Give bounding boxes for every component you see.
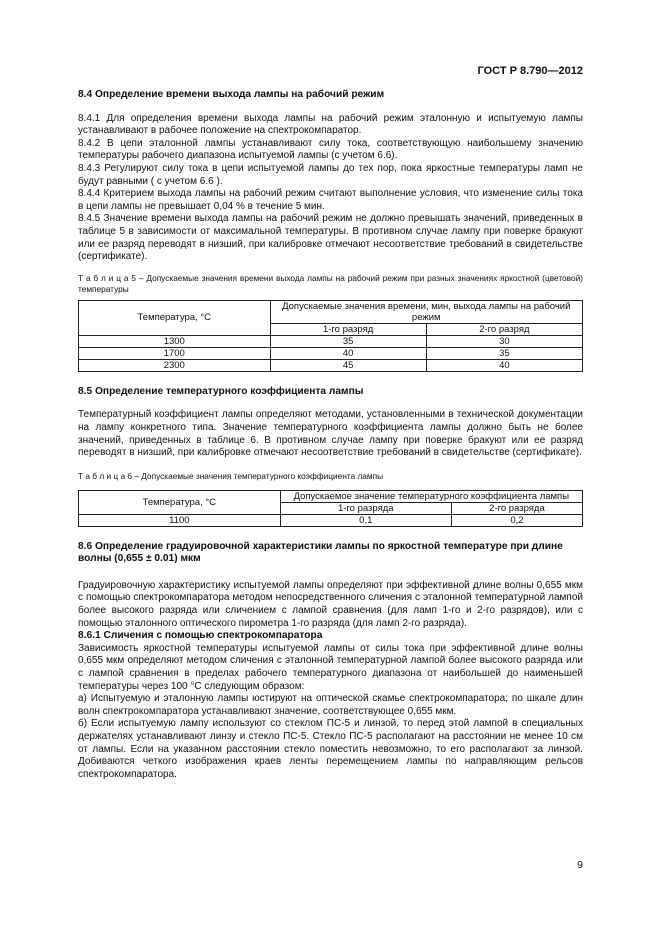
header-class-1: 1-го разряда [280,502,451,514]
cell-value: 35 [426,347,582,359]
paragraph: Градуировочную характеристику испытуемой лампы определяют при эффективной длине волны 0,655 мкм с помощью спектрокомпаратора методом непосредственного сличения с эталонной температурной лампой более высокого разряда или сличением с лампой сравнения (для ламп 1-го и 2-го разрядов), или с помощью эталонного оптического пирометра 1-го разряда (для ламп 2-го разряда). [78,579,583,629]
table-6 [78,490,583,527]
page-number: 9 [577,859,583,871]
cell-value: 30 [426,335,582,347]
cell-value: 35 [270,335,426,347]
cell-value: 45 [270,359,426,371]
cell-temperature: 1100 [79,514,281,526]
paragraph: а) Испытуемую и эталонную лампы юстируют на оптической скамье спектрокомпаратора; по шкале длин волн спектрокомпаратора устанавливают значение, соответствующее 0,655 мкм. [78,693,583,717]
table-row [79,359,583,371]
section-8-5-title: 8.5 Определение температурного коэффициента лампы [78,385,364,397]
cell-temperature: 2300 [79,359,271,371]
paragraph: 8.4.4 Критерием выхода лампы на рабочий режим считают выполнение условия, что изменение силы тока в цепи лампы не превышает 0,04 % в течение 5 мин. [78,188,583,212]
header-class-2: 2-го разряд [426,323,582,335]
paragraph: 8.4.2 В цепи эталонной лампы устанавливают силу тока, соответствующую наибольшему значению температуры рабочего диапазона испытуемой лампы (с учетом 6.6). [78,137,583,162]
cell-temperature: 1300 [79,335,271,347]
table-row [79,335,583,347]
page-content [78,89,583,781]
header-group: Допускаемое значение температурного коэффициента лампы [280,490,582,502]
document-code: ГОСТ Р 8.790—2012 [477,65,583,77]
header-class-2: 2-го разряда [451,502,582,514]
paragraph: 8.4.3 Регулируют силу тока в цепи испытуемой лампы до тех пор, пока яркостные температуры ламп не будут равными ( с учетом 6.6 ). [78,162,583,187]
cell-value: 0,1 [280,514,451,526]
header-group: Допускаемые значения времени, мин, выхода лампы на рабочий режим [270,300,582,323]
table-6-caption: Т а б л и ц а 6 – Допускаемые значения температурного коэффициента лампы [78,470,384,481]
paragraph: 8.4.5 Значение времени выхода лампы на рабочий режим не должно превышать значений, приведенных в таблице 5 в зависимости от максимальной температуры. В противном случае лампу при поверке бракуют или ее разряд переводят в низший, при калибровке отмечают несоответствие требований в свидетельстве (сертификате). [78,213,583,263]
paragraph: 8.4.1 Для определения времени выхода лампы на рабочий режим эталонную и испытуемую лампы устанавливают в рабочее положение на спектрокомпаратор. [78,112,583,137]
section-8-6-1-title: 8.6.1 Сличения с помощью спектрокомпаратора [78,630,323,642]
cell-temperature: 1700 [79,347,271,359]
table-5 [78,300,583,372]
cell-value: 40 [426,359,582,371]
header-temperature: Температура, °С [79,300,271,335]
paragraph: б) Если испытуемую лампу используют со стеклом ПС-5 и линзой, то перед этой лампой в специальных держателях устанавливают линзу и стекло ПС-5. Стекло ПС-5 располагают на расстоянии не менее 10 см от лампы. Если на указанном расстоянии стекло поместить невозможно, то его располагают за линзой. Добиваются четкого изображения краев ленты перемещением лампы по направляющим рельсов спектрокомпаратора. [78,718,583,780]
cell-value: 0,2 [451,514,582,526]
table-row [79,514,583,526]
table-row [79,347,583,359]
table-5-caption: Т а б л и ц а 5 – Допускаемые значения времени выхода лампы на рабочий режим при разных значениях яркостной (цветовой) температуры [78,272,583,294]
paragraph: Зависимость яркостной температуры испытуемой лампы от силы тока при эффективной длине волны 0,655 мкм определяют методом сличения с эталонной температурной лампой более высокого разряда или с лампой сравнения в пределах рабочего температурного диапазона от наибольшей до наименьшей температуры через 100 °С следующим образом: [78,642,583,692]
cell-value: 40 [270,347,426,359]
header-class-1: 1-го разряд [270,323,426,335]
paragraph: Температурный коэффициент лампы определяют методами, установленными в технической документации на лампу конкретного типа. Значение температурного коэффициента лампы должно быть не более значений, приведенных в таблице 6. В противном случае лампу при поверке бракуют или ее разряд переводят в низший, при калибровке отмечают несоответствие требований в свидетельстве (сертификате). [78,409,583,459]
section-8-6-title: 8.6 Определение градуировочной характеристики лампы по яркостной температуре при длине волны (0,655 ± 0.01) мкм [78,540,563,565]
header-temperature: Температура, °С [79,490,281,514]
section-8-4-title: 8.4 Определение времени выхода лампы на рабочий режим [78,89,385,100]
